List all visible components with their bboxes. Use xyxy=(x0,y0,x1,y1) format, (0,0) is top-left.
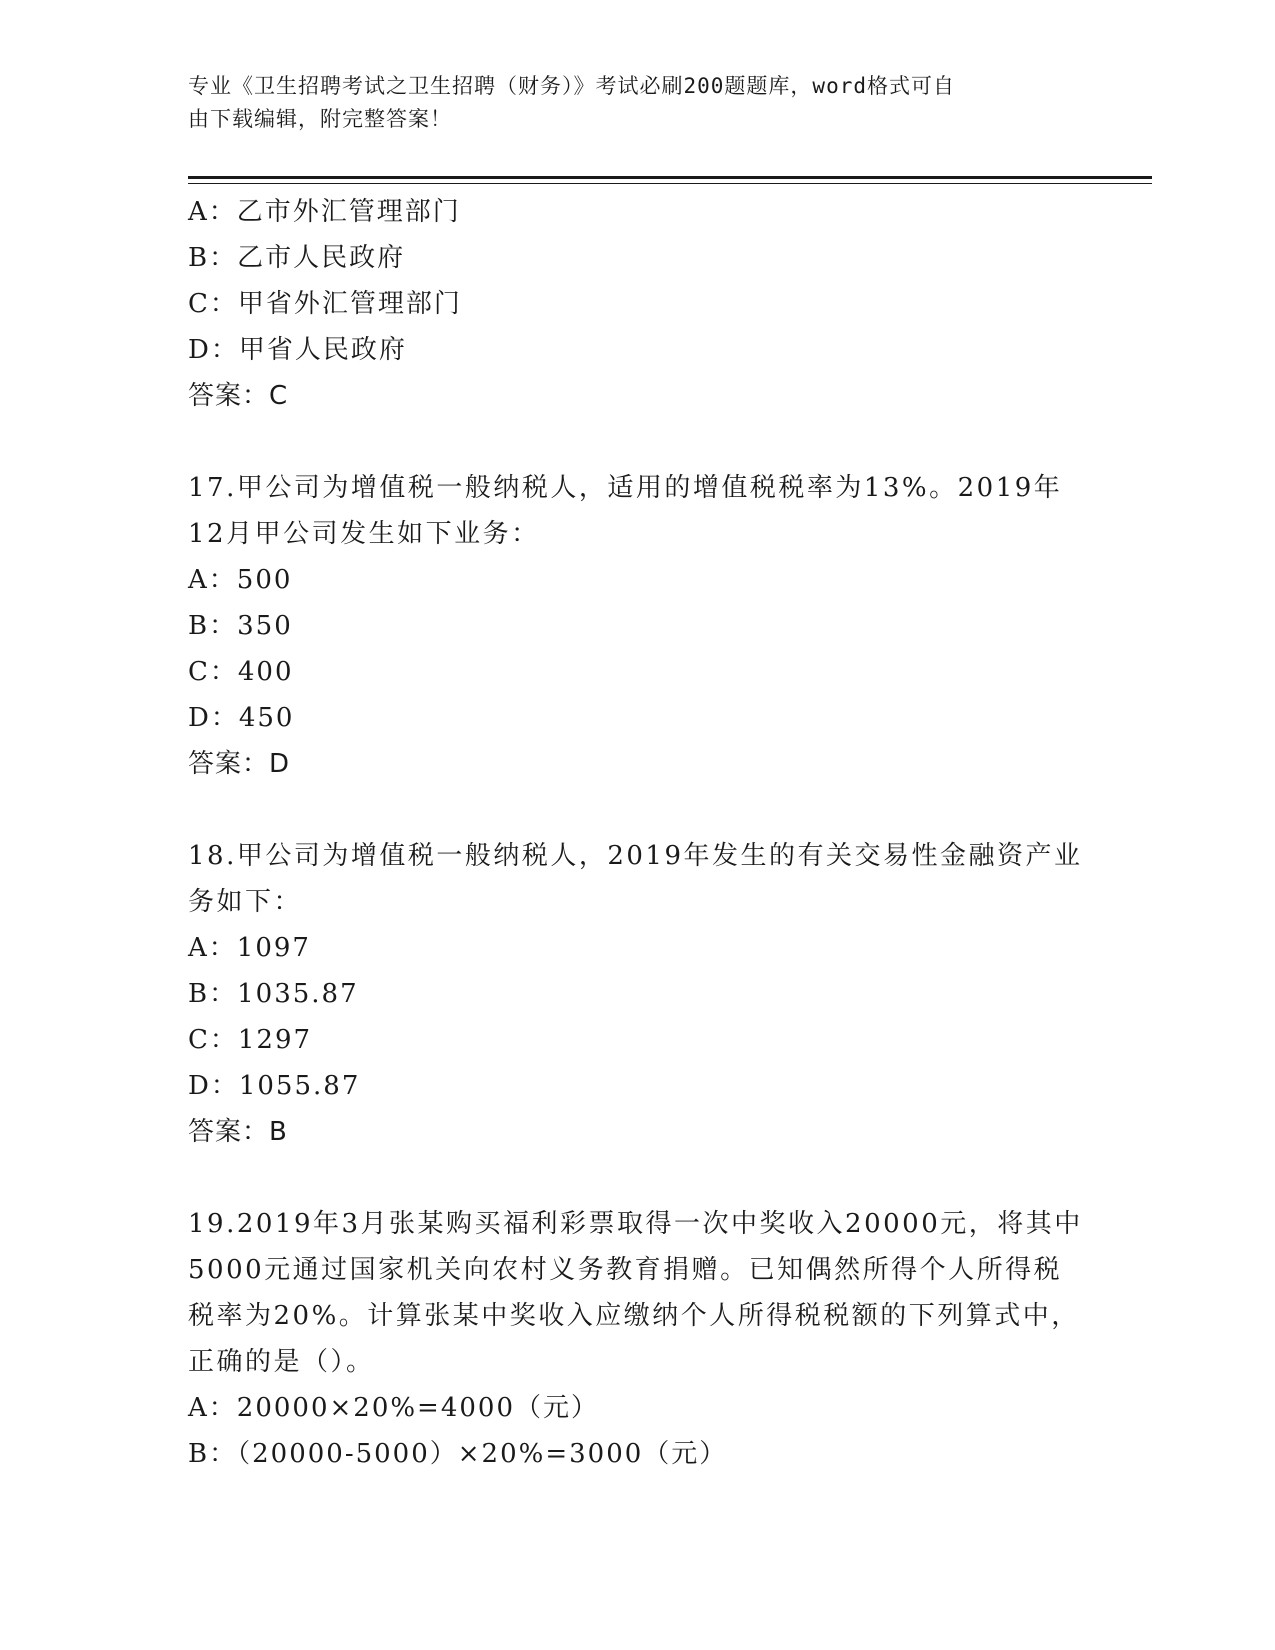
answer-line: 答案：C xyxy=(188,381,289,411)
option-a: A：1097 xyxy=(188,933,311,963)
header-divider-thin xyxy=(188,183,1152,184)
question-18-block xyxy=(188,833,1088,1155)
question-16-block xyxy=(188,189,1088,419)
option-c: C：400 xyxy=(188,657,294,687)
document-header xyxy=(188,70,1068,136)
stem-line: 税率为20%。计算张某中奖收入应缴纳个人所得税税额的下列算式中， xyxy=(188,1301,1080,1331)
option-c: C：1297 xyxy=(188,1025,313,1055)
stem-line: 17.甲公司为增值税一般纳税人，适用的增值税税率为13%。2019年 xyxy=(188,473,1063,503)
option-b: B：350 xyxy=(188,611,293,641)
option-a: A：500 xyxy=(188,565,293,595)
option-c: C：甲省外汇管理部门 xyxy=(188,289,462,319)
question-stem xyxy=(188,833,1088,925)
stem-line: 5000元通过国家机关向农村义务教育捐赠。已知偶然所得个人所得税 xyxy=(188,1255,1063,1285)
option-d: D：450 xyxy=(188,703,295,733)
option-a: A：乙市外汇管理部门 xyxy=(188,197,461,227)
question-stem xyxy=(188,465,1088,557)
header-line-2: 由下载编辑，附完整答案！ xyxy=(188,107,452,131)
option-b: B：乙市人民政府 xyxy=(188,243,406,273)
stem-line: 12月甲公司发生如下业务： xyxy=(188,519,540,549)
question-17-block xyxy=(188,465,1088,787)
option-b: B：（20000-5000）×20%=3000（元） xyxy=(188,1439,728,1469)
option-a: A：20000×20%=4000（元） xyxy=(188,1393,600,1423)
answer-line: 答案：D xyxy=(188,749,291,779)
header-line-1: 专业《卫生招聘考试之卫生招聘（财务）》考试必刷200题题库，word格式可自 xyxy=(188,74,955,98)
spacer xyxy=(188,787,1088,833)
question-19-block xyxy=(188,1201,1088,1477)
option-b: B：1035.87 xyxy=(188,979,359,1009)
spacer xyxy=(188,1155,1088,1201)
header-divider-thick xyxy=(188,176,1152,179)
option-d: D：1055.87 xyxy=(188,1071,361,1101)
stem-line: 19.2019年3月张某购买福利彩票取得一次中奖收入20000元，将其中 xyxy=(188,1209,1083,1239)
stem-line: 18.甲公司为增值税一般纳税人，2019年发生的有关交易性金融资产业 xyxy=(188,841,1083,871)
question-list xyxy=(188,189,1088,1477)
question-stem xyxy=(188,1201,1088,1385)
option-d: D：甲省人民政府 xyxy=(188,335,407,365)
spacer xyxy=(188,419,1088,465)
stem-line: 正确的是（）。 xyxy=(188,1347,375,1377)
answer-line: 答案：B xyxy=(188,1117,288,1147)
stem-line: 务如下： xyxy=(188,887,303,917)
